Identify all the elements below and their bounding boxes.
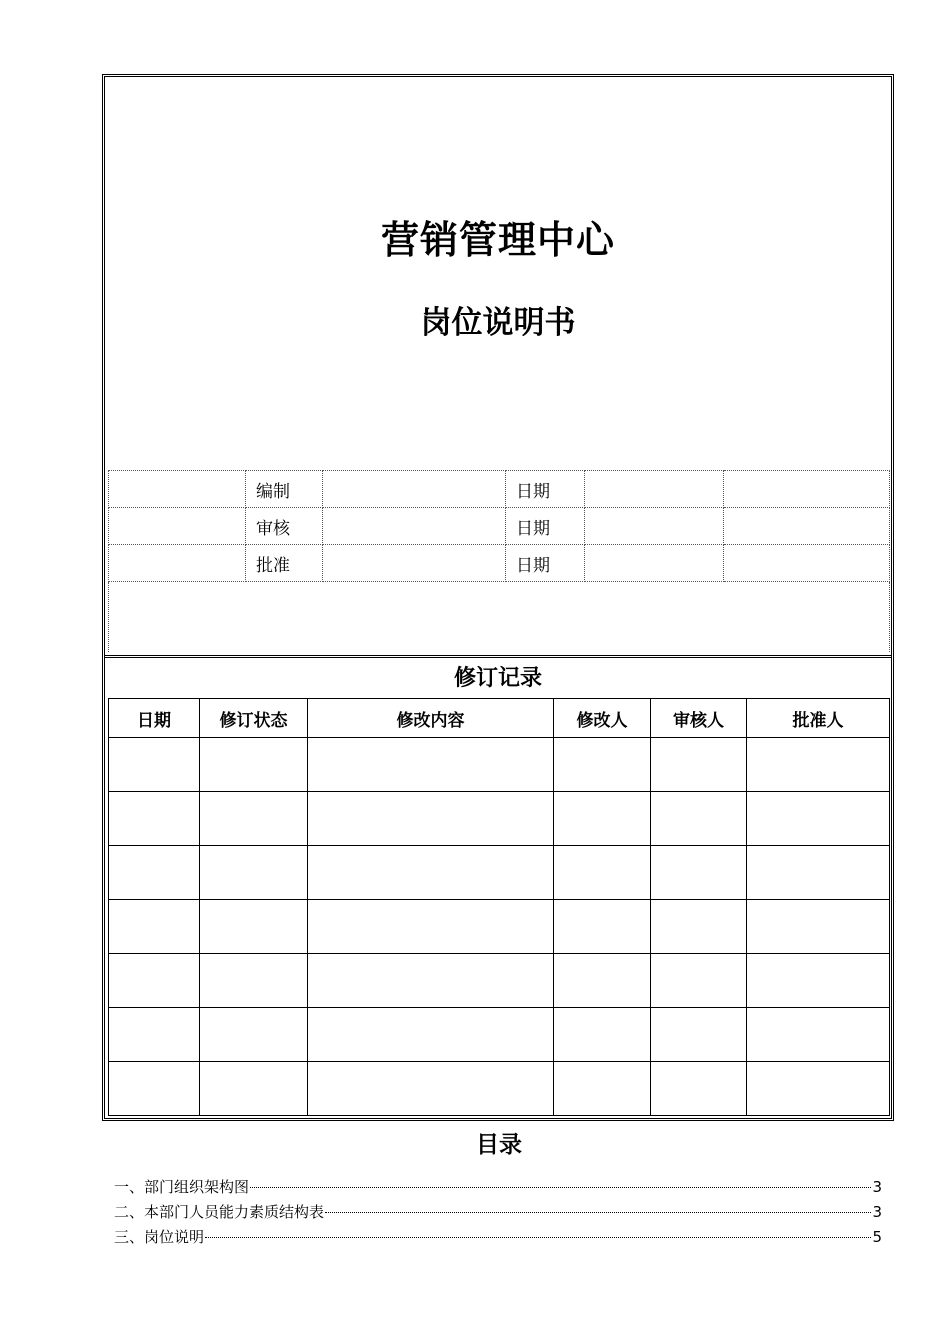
cell[interactable] (308, 738, 554, 792)
signoff-date-cell[interactable] (585, 508, 724, 545)
signoff-table (108, 470, 890, 652)
header-date: 日期 (109, 699, 200, 738)
cell[interactable] (651, 954, 747, 1008)
cell[interactable] (308, 1008, 554, 1062)
toc-leader-dots (325, 1212, 871, 1213)
cell[interactable] (651, 846, 747, 900)
cell[interactable] (651, 1062, 747, 1116)
toc-entry-page: 3 (872, 1178, 882, 1196)
table-of-contents (114, 1176, 882, 1251)
cell[interactable] (554, 846, 651, 900)
cell[interactable] (308, 954, 554, 1008)
signoff-row (109, 545, 890, 582)
cell[interactable] (200, 1008, 308, 1062)
cover-frame (102, 74, 894, 1121)
cell[interactable] (308, 846, 554, 900)
cell[interactable] (747, 954, 890, 1008)
signoff-date-label: 日期 (506, 471, 585, 508)
cell[interactable] (747, 900, 890, 954)
cell[interactable] (651, 900, 747, 954)
cell[interactable] (200, 846, 308, 900)
signoff-date-label: 日期 (506, 508, 585, 545)
cell[interactable] (200, 954, 308, 1008)
cell[interactable] (109, 846, 200, 900)
signoff-date-cell[interactable] (585, 471, 724, 508)
cell[interactable] (554, 900, 651, 954)
revision-header-row (109, 699, 890, 738)
cell[interactable] (200, 792, 308, 846)
toc-title: 目录 (476, 1132, 522, 1158)
cell[interactable] (109, 792, 200, 846)
table-row (109, 846, 890, 900)
header-modifier: 修改人 (554, 699, 651, 738)
toc-entry-label: 二、本部门人员能力素质结构表 (114, 1203, 325, 1221)
cell[interactable] (308, 792, 554, 846)
signoff-name-cell[interactable] (323, 471, 506, 508)
cell[interactable] (554, 738, 651, 792)
table-row (109, 792, 890, 846)
signoff-role-label: 批准 (246, 545, 323, 582)
cell[interactable] (651, 792, 747, 846)
signoff-extra-cell (724, 545, 890, 582)
cell[interactable] (747, 792, 890, 846)
header-reviewer: 审核人 (651, 699, 747, 738)
toc-entry[interactable] (114, 1176, 882, 1201)
signoff-row (109, 508, 890, 545)
toc-entry-page: 3 (872, 1203, 882, 1221)
cell[interactable] (747, 846, 890, 900)
table-row (109, 738, 890, 792)
cell[interactable] (747, 1062, 890, 1116)
toc-entry-label: 一、部门组织架构图 (114, 1178, 250, 1196)
cell[interactable] (554, 1008, 651, 1062)
cell[interactable] (200, 900, 308, 954)
cell[interactable] (308, 900, 554, 954)
cell[interactable] (554, 954, 651, 1008)
signoff-blank (109, 471, 246, 508)
signoff-name-cell[interactable] (323, 545, 506, 582)
signoff-extra-cell (724, 508, 890, 545)
header-approver: 批准人 (747, 699, 890, 738)
cell[interactable] (109, 738, 200, 792)
header-content: 修改内容 (308, 699, 554, 738)
signoff-row (109, 471, 890, 508)
signoff-blank (109, 545, 246, 582)
toc-leader-dots (205, 1237, 871, 1238)
cell[interactable] (651, 738, 747, 792)
cell[interactable] (651, 1008, 747, 1062)
revision-table (108, 698, 890, 1116)
cell[interactable] (200, 738, 308, 792)
cell[interactable] (747, 1008, 890, 1062)
revision-title: 修订记录 (453, 666, 542, 691)
cell[interactable] (554, 1062, 651, 1116)
table-row (109, 900, 890, 954)
cell[interactable] (109, 900, 200, 954)
toc-entry-label: 三、岗位说明 (114, 1228, 205, 1246)
section-divider (105, 655, 891, 658)
toc-entry[interactable] (114, 1201, 882, 1226)
toc-entry-page: 5 (872, 1228, 882, 1246)
signoff-spacer (109, 582, 890, 652)
toc-entry[interactable] (114, 1226, 882, 1251)
signoff-name-cell[interactable] (323, 508, 506, 545)
cell[interactable] (109, 1062, 200, 1116)
cell[interactable] (747, 738, 890, 792)
signoff-role-label: 编制 (246, 471, 323, 508)
table-row (109, 954, 890, 1008)
cell[interactable] (200, 1062, 308, 1116)
toc-leader-dots (250, 1187, 871, 1188)
cell[interactable] (109, 1008, 200, 1062)
table-row (109, 1008, 890, 1062)
signoff-blank (109, 508, 246, 545)
signoff-date-cell[interactable] (585, 545, 724, 582)
cell[interactable] (554, 792, 651, 846)
signoff-role-label: 审核 (246, 508, 323, 545)
cover-title: 营销管理中心 (380, 218, 615, 262)
cover-subtitle: 岗位说明书 (420, 305, 576, 341)
table-row (109, 1062, 890, 1116)
cell[interactable] (308, 1062, 554, 1116)
signoff-extra-cell (724, 471, 890, 508)
signoff-spacer-row (109, 582, 890, 652)
signoff-date-label: 日期 (506, 545, 585, 582)
header-status: 修订状态 (200, 699, 308, 738)
cell[interactable] (109, 954, 200, 1008)
